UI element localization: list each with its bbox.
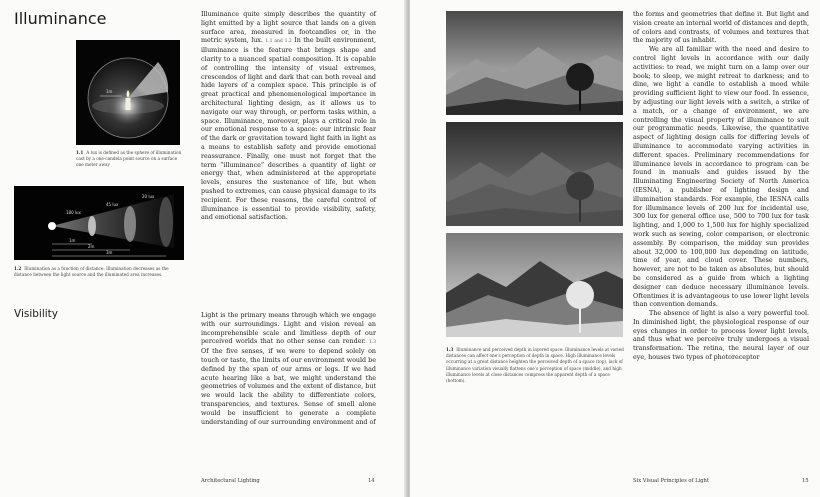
right-text-column [633,11,809,363]
page-number-right: 15 [802,478,809,484]
visibility-text-rest: Of the five senses, if we were to depend solely on touch or taste, the limits of our environment would be defined by the span of our arms or legs. If we had acute hearing like a bat, we might understand the geometries of volumes and the extent of distance, but we would lack the ability to differentiate colors, transparencies, and textures. Sense of smell alone would be insufficient to generate a complete understanding of our surrounding environment and of [201,348,376,426]
sphere-distance-label: 1m [106,89,113,94]
right-paragraph-3: The absence of light is also a very powerful tool. In diminished light, the physiological response of our eyes changes in order to process lower light levels, and thus what we perceive truly undergoes a visual transformation. The retina, the neural layer of our eye, houses two types of photoreceptor [633,310,809,362]
figure-lux-distance [14,186,184,260]
landscape-bottom [446,233,623,337]
distance-label-3m: 3m [106,250,113,255]
caption-1-1-text: A lux is defined as the sphere of illumination cast by a one-candela point source on a surface one meter away [76,150,182,168]
landscape-top [446,11,623,115]
caption-1-2-label: 1.2 [14,266,22,271]
left-page [0,0,407,497]
footer-chapter-title: Six Visual Principles of Light [633,478,709,484]
visibility-figure-ref: 1.3 [368,340,376,346]
section-title-visibility: Visibility [14,308,59,320]
lux-label-180: 180 lux [66,210,81,215]
figure-sphere-lux [76,40,180,145]
caption-1-2-text: Illumination as a function of distance: Illumination decreases as the distance between the light source and the illuminated area increases. [14,266,169,278]
right-paragraph-1: the forms and geometries that define it. But light and vision create an internal world of distances and depth, of colors and contrasts, of volumes and textures that the majority of us inhabit. [633,11,809,45]
lux-label-20: 20 lux [142,194,155,199]
illuminance-text-start: Illuminance quite simply describes the quantity of light emitted by a light source that lands on a given surface area, measured in footcandles or, in the metric system, lux. [201,11,376,45]
lux-label-45: 45 lux [106,202,119,207]
section-title-illuminance: Illuminance [14,9,107,28]
distance-label-1m: 1m [69,238,76,243]
footer-book-title: Architectural Lighting [201,478,260,484]
figure-depth-landscapes [446,11,623,341]
illuminance-text-rest: In the built environment, illuminance is the feature that brings shape and clarity to a nuanced spatial composition. It is capable of controlling the intensity of visual extremes, crescendos of light and dark that can both reveal and hide layers of a complex space. This principle is of great practical and phenomenological importance in architectural lighting design, as it allows us to navigate our way through, or perform tasks within, a space. Illuminance, moreover, plays a critical role in our emotional response to a space: our intrinsic fear of the dark or gravitation toward light faith in light as a means to establish safety and provide emotional reassurance. Finally, one must not forget that the term “illuminance” describes a quantity of light or energy that, when administered at the appropriate levels, ensures the sustenance of life, but when pushed to extremes, can cause physical damage to its recipient. For these reasons, the careful control of illuminance is essential to provide visibility, safety, and emotional satisfaction. [201,37,376,222]
illuminance-figure-ref: 1.1 and 1.2 [265,39,292,45]
landscape-middle [446,122,623,226]
caption-1-1-label: 1.1 [76,150,84,155]
caption-1-3-label: 1.3 [446,347,454,352]
caption-1-3-text: Illuminance and perceived depth in layered space: Illuminance levels at varied distances can affect one’s perception of depth in space. High illuminance levels occurring at a great distance heighten the perceived depth of a space (top), lack of illuminance variation visually flattens one’s perception of space (middle), and high illuminance levels at close distances compress the apparent depth of a space (bottom). [446,347,624,384]
right-paragraph-2: We are all familiar with the need and desire to control light levels in accordance with our daily activities: to read, we might turn on a lamp over our book; to sleep, we might retreat to darkness; and to dine, we light a candle to establish a mood while providing sufficient light to view our food. In essence, by adjusting our light levels with a switch, a strike of a match, or a change of environment, we are controlling the visual property of illuminance to suit our programmatic needs. Likewise, the quantitative aspect of lighting design calls for differing levels of illuminance to accommodate varying activities in different spaces. Preliminary recommendations for illuminance levels in accordance to program can be found in manuals and guides issued by the Illuminating Engineering Society of North America (IESNA), a publisher of lighting design and illumination standards. For example, the IESNA calls for illuminance levels of 200 lux for incidental use, 300 lux for general office use, 500 to 700 lux for task lighting, and 1,000 to 1,500 lux for highly specialized work such as sewing, color comparison, or electronic assembly. By comparison, the midday sun provides about 32,000 to 100,000 lux depending on latitude, time of year, and cloud cover. These numbers, however, are not to be taken as absolutes, but should be considered as a guide from which a lighting designer can deduce necessary illuminance levels. Oftentimes it is advantageous to use lower light levels than convention demands. [633,46,809,309]
visibility-text-start: Light is the primary means through which we engage with our surroundings. Light and vision reveal an incomprehensible scale and limitless depth of our perceived worlds that no other sense can render. [201,312,376,346]
distance-label-2m: 2m [88,244,95,249]
right-page [410,0,820,497]
illuminance-column [201,11,376,223]
page-number-left: 14 [368,478,375,484]
caption-1-2 [14,266,186,278]
caption-1-3 [446,347,624,384]
caption-1-1 [76,150,184,169]
visibility-column [201,312,376,427]
